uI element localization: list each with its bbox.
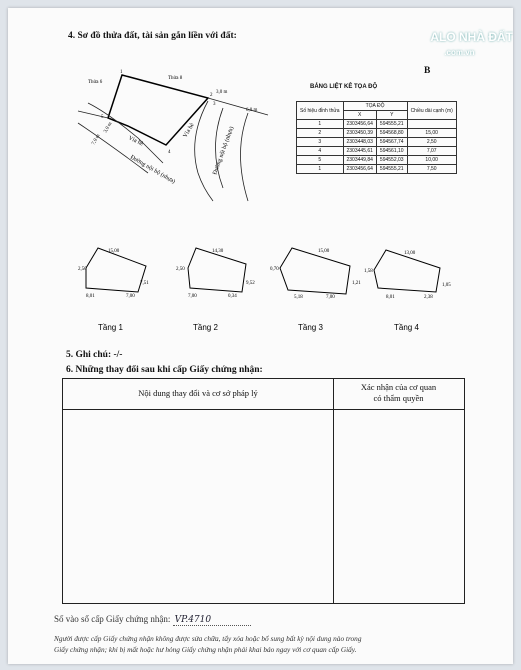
changes-header-content: Nội dung thay đổi và cơ sở pháp lý <box>138 388 258 398</box>
floor-dim: 15,00 <box>318 249 330 254</box>
floor-dim: 7,00 <box>326 295 335 300</box>
floor-dim: 1,21 <box>352 281 361 286</box>
floor-dim: 2,50 <box>176 267 185 272</box>
cell: 594555,21 <box>376 165 407 174</box>
label-sidewalk: Vỉa hè <box>182 122 196 139</box>
road-line <box>195 101 213 201</box>
parcel-outline <box>108 75 208 148</box>
floor-dim: 5,18 <box>294 295 303 300</box>
table-row <box>297 147 457 156</box>
cell: 594552,03 <box>376 156 407 165</box>
notice-line1: Người được cấp Giấy chứng nhận không được sửa chữa, tẩy xóa hoặc bổ sung bất kỳ nội dung nào trong <box>54 634 362 643</box>
notice-line2: Giấy chứng nhận; khi bị mất hoặc hư hỏng Giấy chứng nhận phải khai báo ngay với cơ quan cấp Giấy. <box>54 645 357 654</box>
floor-dim: 7,51 <box>140 281 149 286</box>
point-5: 5 <box>101 115 104 120</box>
floor-2-diagram <box>176 248 255 332</box>
point-1: 1 <box>120 70 123 75</box>
cell: 5 <box>297 156 344 165</box>
floor-dim: 7,00 <box>188 294 197 299</box>
coord-header-edge: Chiều dài cạnh (m) <box>407 102 456 120</box>
register-label: Số vào sổ cấp Giấy chứng nhận: <box>54 614 171 624</box>
table-row <box>297 165 457 174</box>
floor-diagrams <box>68 240 468 335</box>
cell: 3 <box>297 138 344 147</box>
corner-mark: B <box>424 66 431 76</box>
cell: 2303456,64 <box>343 120 376 129</box>
coord-header-coord: TỌA ĐỘ <box>343 102 407 111</box>
cell: 2303445,61 <box>343 147 376 156</box>
coord-table <box>296 101 457 174</box>
cell: 1 <box>297 165 344 174</box>
point-2: 2 <box>210 93 213 98</box>
cell: 2303456,64 <box>343 165 376 174</box>
floor-dim: 2,38 <box>424 295 433 300</box>
coord-header-y: Y <box>376 111 407 120</box>
dim-label: 3,0 m <box>216 90 228 95</box>
cell: 4 <box>297 147 344 156</box>
point-4: 4 <box>168 150 171 155</box>
dim-label: 3,0 m <box>103 121 114 134</box>
cell: 2 <box>297 129 344 138</box>
cell: 2303449,84 <box>343 156 376 165</box>
road-line <box>88 103 163 163</box>
cell: 15,00 <box>407 129 456 138</box>
floor-dim: 7,00 <box>126 294 135 299</box>
section4-title: 4. Sơ đồ thửa đất, tài sản gắn liền với đất: <box>68 31 237 41</box>
changes-header-authority <box>333 382 464 404</box>
floor-dim: 14,30 <box>212 249 224 254</box>
table-row <box>297 156 457 165</box>
cell: 2303450,39 <box>343 129 376 138</box>
floor-label: Tầng 3 <box>298 323 323 332</box>
floor-dim: 0,70 <box>270 267 279 272</box>
floor-label: Tầng 1 <box>98 323 123 332</box>
authority-line2: có thẩm quyền <box>373 393 424 403</box>
table-row <box>297 138 457 147</box>
section5-title: 5. Ghi chú: -/- <box>66 350 123 360</box>
label-sidewalk: Vỉa hè <box>127 135 145 148</box>
watermark-domain: .com.vn <box>444 48 475 57</box>
dim-label: 7,0 m <box>91 133 102 146</box>
cell: 2,50 <box>407 138 456 147</box>
cell: 1 <box>297 120 344 129</box>
cell: 594555,21 <box>376 120 407 129</box>
floor-dim: 8,01 <box>386 295 395 300</box>
coord-table-title: BẢNG LIỆT KÊ TỌA ĐỘ <box>310 84 378 90</box>
parcel-diagram <box>48 63 288 203</box>
floor-dim: 1,58 <box>364 269 373 274</box>
coord-header-x: X <box>343 111 376 120</box>
floor-label: Tầng 4 <box>394 323 419 332</box>
watermark-logo <box>430 30 513 58</box>
floor-dim: 15,00 <box>108 249 120 254</box>
floor-dim: 1,05 <box>442 283 451 288</box>
floor-1-diagram <box>78 248 149 332</box>
road-line <box>241 113 249 201</box>
coord-header-point: Số hiệu đỉnh thửa <box>297 102 344 120</box>
register-value: VP.4710 <box>173 615 252 626</box>
floor-dim: 0,34 <box>228 294 237 299</box>
floor-dim: 2,50 <box>78 267 87 272</box>
parcel-divider <box>208 98 268 115</box>
certificate-page <box>8 8 513 664</box>
label-parcel8: Thửa 8 <box>168 76 183 81</box>
cell: 594561,10 <box>376 147 407 156</box>
cell: 7,07 <box>407 147 456 156</box>
notice-text <box>54 633 484 655</box>
cell: 7,50 <box>407 165 456 174</box>
cell: 2303448,03 <box>343 138 376 147</box>
cell: 10,00 <box>407 156 456 165</box>
floor-dim: 8,01 <box>86 294 95 299</box>
label-road: Đường nội bộ (nhựa) <box>212 125 236 176</box>
register-line <box>54 614 251 625</box>
cell <box>407 120 456 129</box>
point-3: 3 <box>213 102 216 107</box>
table-row <box>297 129 457 138</box>
changes-table <box>62 378 465 604</box>
floor-label: Tầng 2 <box>193 323 218 332</box>
watermark-brand: ALO NHÀ ĐẤT <box>430 30 513 44</box>
dim-label: 6,0 m <box>246 108 258 113</box>
section6-title: 6. Những thay đổi sau khi cấp Giấy chứng nhận: <box>66 365 263 375</box>
floor-dim: 13,00 <box>404 251 416 256</box>
floor-4-diagram <box>364 250 451 332</box>
label-road: Đường nội bộ (nhựa) <box>129 154 177 186</box>
authority-line1: Xác nhận của cơ quan <box>360 382 437 392</box>
floor-3-diagram <box>270 248 361 332</box>
cell: 594567,74 <box>376 138 407 147</box>
cell: 594568,80 <box>376 129 407 138</box>
table-row <box>297 120 457 129</box>
floor-dim: 9,52 <box>246 281 255 286</box>
changes-col1 <box>63 379 334 603</box>
label-parcel6: Thửa 6 <box>88 80 103 85</box>
